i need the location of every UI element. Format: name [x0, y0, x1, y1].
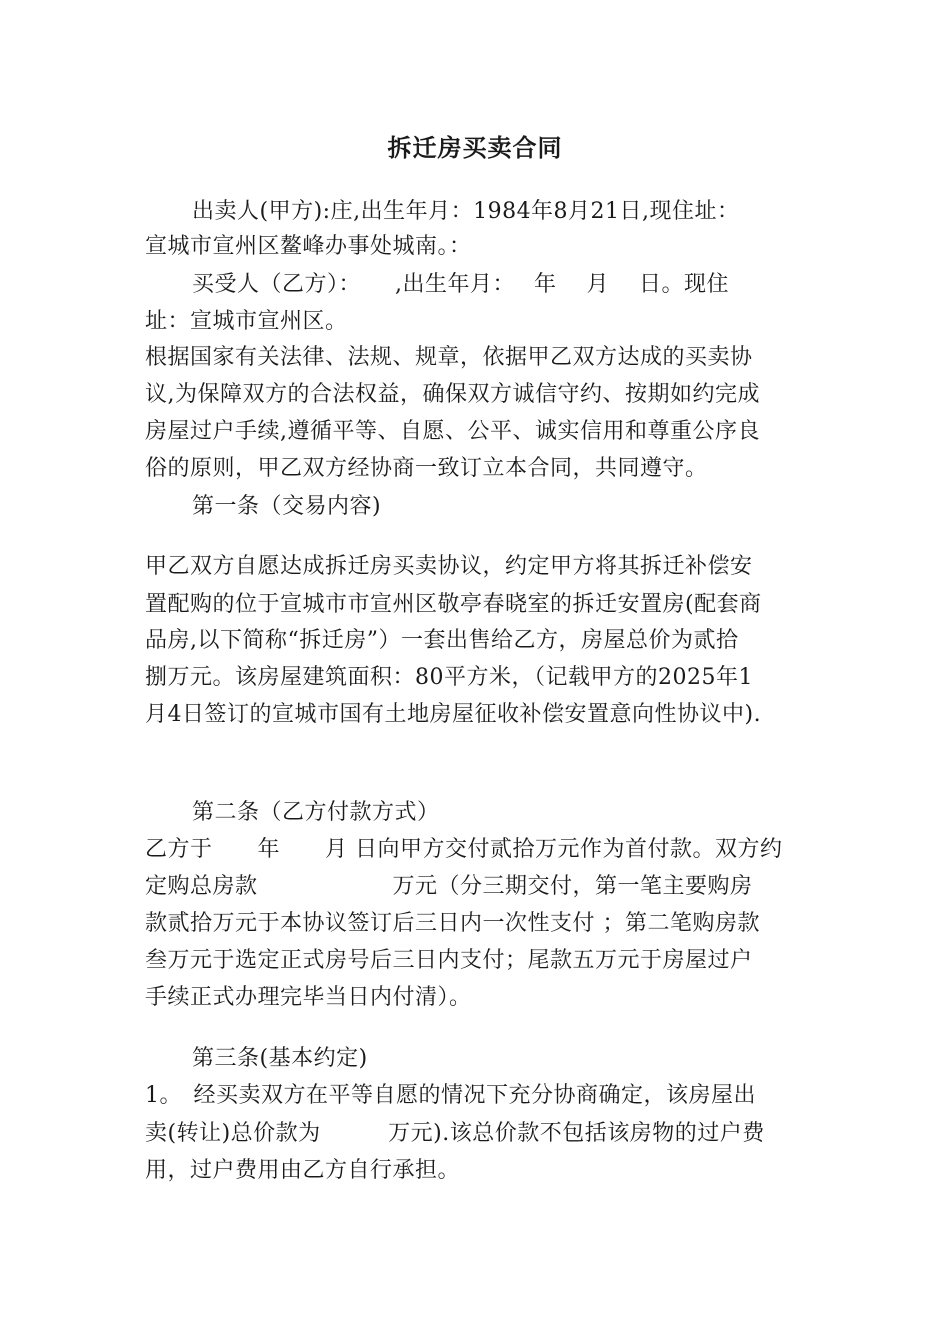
seller-line-2: 宣城市宣州区鳌峰办事处城南。： [145, 234, 472, 259]
article-1-line-1: 甲乙双方自愿达成拆迁房买卖协议，约定甲方将其拆迁补偿安 [145, 554, 753, 579]
article-2-line-1: 乙方于 年 月 日向甲方交付贰拾万元作为首付款。双方约 [145, 837, 783, 862]
article-1-line-5: 月4日签订的宣城市国有土地房屋征收补偿安置意向性协议中). [145, 702, 762, 727]
article-2-line-2: 定购总房款 万元（分三期交付，第一笔主要购房 [145, 874, 753, 899]
article-2-line-5: 手续正式办理完毕当日内付清）。 [145, 985, 472, 1010]
preamble-line-1: 根据国家有关法律、法规、规章，依据甲乙双方达成的买卖协 [145, 345, 753, 370]
article-3-line-2: 卖(转让)总价款为 万元).该总价款不包括该房物的过户费 [145, 1121, 765, 1146]
article-1-heading: 第一条（交易内容) [192, 494, 382, 519]
article-2-heading: 第二条（乙方付款方式） [192, 800, 440, 825]
article-2-line-3: 款贰拾万元于本协议签订后三日内一次性支付 ；第二笔购房款 [145, 911, 760, 936]
document-title: 拆迁房买卖合同 [387, 133, 563, 162]
buyer-line-2: 址：宣城市宣州区。 [145, 309, 348, 334]
article-3-line-1: 1。 经买卖双方在平等自愿的情况下充分协商确定，该房屋出 [145, 1083, 756, 1108]
seller-line-1: 出卖人(甲方):庄,出生年月：1984年8月21日,现住址： [192, 199, 740, 224]
article-3-heading: 第三条(基本约定) [192, 1046, 368, 1071]
article-2-line-4: 叁万元于选定正式房号后三日内支付；尾款五万元于房屋过户 [145, 948, 753, 973]
buyer-line-1: 买受人（乙方）： ,出生年月： 年 月 日。现住 [192, 272, 729, 297]
article-1-line-4: 捌万元。该房屋建筑面积：80平方米，（记载甲方的2025年1 [145, 665, 753, 690]
article-3-line-3: 用，过户费用由乙方自行承担。 [145, 1158, 461, 1183]
preamble-line-2: 议,为保障双方的合法权益，确保双方诚信守约、按期如约完成 [145, 382, 760, 407]
article-1-line-2: 置配购的位于宣城市市宣州区敬亭春晓室的拆迁安置房(配套商 [145, 592, 762, 617]
article-1-line-3: 品房,以下简称“拆迁房”）一套出售给乙方，房屋总价为贰拾 [145, 628, 739, 653]
preamble-line-3: 房屋过户手续,遵循平等、自愿、公平、诚实信用和尊重公序良 [145, 419, 760, 444]
preamble-line-4: 俗的原则，甲乙双方经协商一致订立本合同，共同遵守。 [145, 456, 708, 481]
